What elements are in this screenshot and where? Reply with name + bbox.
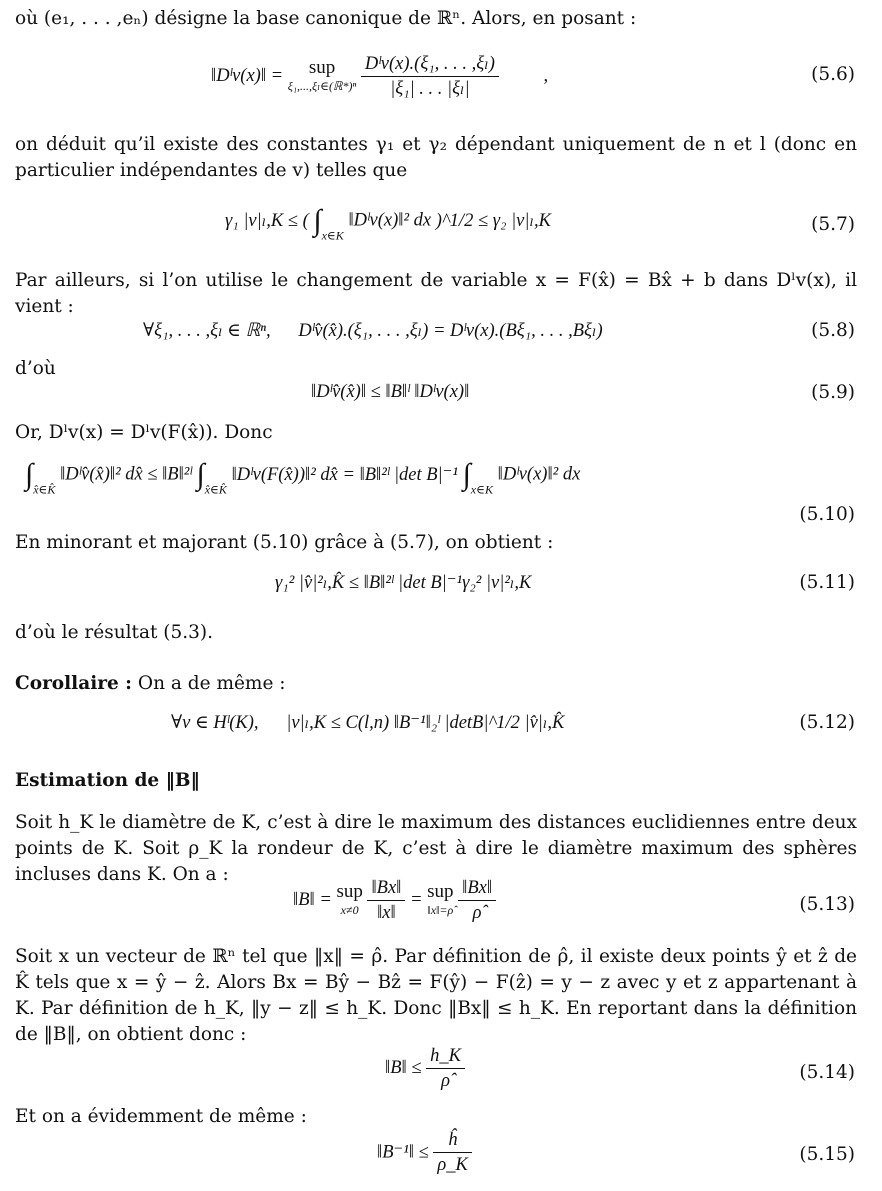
equation-number-5-10: (5.10)	[799, 504, 855, 525]
equation-number-5-6: (5.6)	[811, 64, 855, 85]
eq57-body: ‖Dˡv(x)‖² dx	[348, 210, 432, 231]
eq510-part3: ‖Dˡv(x)‖² dx	[497, 464, 581, 485]
eq513-num1: ‖Bx‖	[367, 876, 405, 901]
equation-5-10	[15, 458, 857, 530]
eq56-lhs: ‖Dˡv(x)‖ =	[211, 66, 284, 86]
corollaire-text: On a de même :	[132, 673, 286, 694]
eq56-denominator: |ξ₁| . . . |ξₗ|	[390, 79, 470, 99]
eq514-num: h_K	[426, 1044, 465, 1069]
corollaire-title: Corollaire :	[15, 673, 133, 694]
equation-5-13	[15, 876, 857, 936]
eq513-num2: ‖Bx‖	[458, 876, 496, 901]
equation-5-12	[15, 712, 857, 742]
text-line-1: où (e₁, . . . ,eₙ) désigne la base canonique de ℝⁿ. Alors, en posant :	[15, 8, 637, 29]
equation-number-5-8: (5.8)	[811, 320, 855, 341]
integral-sign: ∫	[196, 458, 205, 491]
eq58-text: ∀ξ₁, . . . ,ξₗ ∈ ℝⁿ, Dˡv̂(x̂).(ξ₁, . . . ,ξₗ) = Dˡv(x).(Bξ₁, . . . ,Bξₗ)	[143, 321, 603, 341]
text-line-5: Or, Dˡv(x) = Dˡv(F(x̂)). Donc	[15, 422, 273, 443]
equation-number-5-11: (5.11)	[799, 572, 855, 593]
equation-5-9	[15, 382, 857, 412]
equation-number-5-12: (5.12)	[799, 712, 855, 733]
eq513-sup2: sup	[427, 880, 454, 902]
equation-number-5-13: (5.13)	[799, 894, 855, 915]
eq511-text: γ₁² |v̂|²ₗ,K̂ ≤ ‖B‖²ˡ |det B|⁻¹γ₂² |v|²ₗ,K	[275, 573, 532, 593]
eq513-sup2-sub: ‖x‖=ρ̂	[427, 902, 454, 917]
equation-5-7	[15, 200, 857, 250]
eq510-part2: ‖Dˡv(F(x̂))‖² dx̂ = ‖B‖²ˡ |det B|⁻¹	[231, 465, 458, 485]
eq513-den1: ‖x‖	[377, 903, 396, 923]
equation-number-5-9: (5.9)	[811, 382, 855, 403]
eq515-num: ĥ	[433, 1128, 471, 1153]
eq510-sub2: x̂∈K̂	[204, 482, 227, 497]
eq513-eq: =	[410, 890, 423, 910]
eq513-sup1-sub: x≠0	[340, 902, 359, 917]
equation-5-14	[15, 1044, 857, 1100]
corollaire-paragraph	[15, 671, 857, 697]
integral-sign: ∫	[313, 204, 322, 237]
eq510-sub1: x̂∈K̂	[33, 482, 56, 497]
eq56-sup-sub: ξ₁,...,ξₗ∈(ℝ*)ⁿ	[287, 78, 357, 93]
eq57-int-sub: x∈K	[321, 228, 344, 243]
eq56-comma: ,	[543, 66, 549, 86]
equation-5-11	[15, 572, 857, 602]
eq57-rhs: )^1/2 ≤ γ₂ |v|ₗ,K	[435, 211, 551, 231]
eq515-den: ρ_K	[437, 1155, 468, 1175]
eq513-den2: ρ̂	[472, 903, 482, 923]
integral-sign: ∫	[462, 458, 471, 491]
eq513-lhs: ‖B‖ =	[293, 890, 332, 910]
text-line-4: d’où	[15, 358, 56, 379]
text-line-8: Soit h_K le diamètre de K, c’est à dire le maximum des distances euclidiennes entre deux points de K. Soit ρ_K la rondeur de K, c’est à dire le diamètre maximum des sphères incluses dans K. On a :	[15, 812, 857, 885]
eq513-sup1: sup	[336, 880, 363, 902]
eq510-part1: ‖Dˡv̂(x̂)‖² dx̂ ≤ ‖B‖²ˡ	[60, 464, 192, 485]
eq56-numerator: Dˡv(x).(ξ₁, . . . ,ξₗ)	[361, 52, 499, 77]
eq59-text: ‖Dˡv̂(x̂)‖ ≤ ‖B‖ˡ ‖Dˡv(x)‖	[311, 382, 470, 402]
equation-number-5-14: (5.14)	[799, 1062, 855, 1083]
eq512-text: ∀v ∈ Hˡ(K), |v|ₗ,K ≤ C(l,n) ‖B⁻¹‖₂ˡ |detB|^1/2 |v̂|ₗ,K̂	[171, 713, 565, 733]
equation-5-15	[15, 1128, 857, 1184]
equation-5-8	[15, 320, 857, 350]
document-page	[15, 0, 857, 1191]
equation-5-6	[15, 52, 857, 108]
equation-number-5-15: (5.15)	[799, 1144, 855, 1165]
text-line-3: Par ailleurs, si l’on utilise le changement de variable x = F(x̂) = Bx̂ + b dans Dˡv(x), il vient :	[15, 270, 857, 317]
eq514-den: ρ̂	[441, 1071, 450, 1091]
eq56-sup: sup	[308, 56, 336, 78]
eq514-lhs: ‖B‖ ≤	[385, 1058, 422, 1078]
eq510-sub3: x∈K	[470, 482, 494, 497]
equation-number-5-7: (5.7)	[811, 214, 855, 235]
text-line-7: d’où le résultat (5.3).	[15, 622, 214, 643]
eq57-lhs: γ₁ |v|ₗ,K ≤ (	[225, 211, 309, 231]
text-line-2: on déduit qu’il existe des constantes γ₁ et γ₂ dépendant uniquement de n et l (donc en particulier indépendantes de v) telles que	[15, 134, 857, 181]
text-line-10: Et on a évidemment de même :	[15, 1106, 307, 1127]
text-line-9: Soit x un vecteur de ℝⁿ tel que ‖x‖ = ρ̂. Par définition de ρ̂, il existe deux points ŷ et ẑ de K̂ tels que x = ŷ − ẑ. Alors Bx = Bŷ − Bẑ = F(ŷ) − F(ẑ) = y − z avec y et z appartenant à K. Par définition de h_K, ‖y − z‖ ≤ h_K. Donc ‖Bx‖ ≤ h_K. En reportant dans la définition de ‖B‖, on obtient donc :	[15, 946, 857, 1045]
estimation-heading: Estimation de ‖B‖	[15, 770, 200, 791]
integral-sign: ∫	[25, 458, 34, 491]
eq515-lhs: ‖B⁻¹‖ ≤	[377, 1142, 429, 1163]
text-line-6: En minorant et majorant (5.10) grâce à (5.7), on obtient :	[15, 532, 554, 553]
